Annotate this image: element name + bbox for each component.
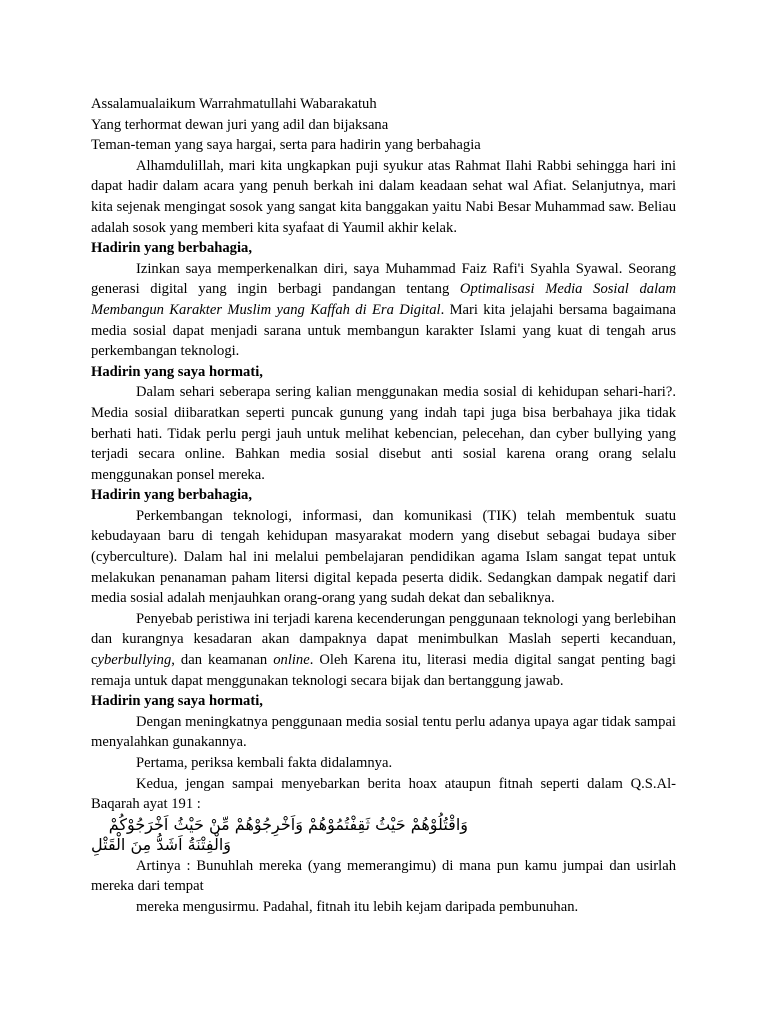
greeting-line-3: Teman-teman yang saya hargai, serta para hadirin yang berbahagia bbox=[91, 137, 481, 154]
paragraph-text: . Oleh Karena itu, literasi media digital sangat penting bagi remaja untuk dapat menggunakan teknologi secara bijak dan bertanggung jawab. bbox=[91, 652, 676, 689]
greeting-line-2: Yang terhormat dewan juri yang adil dan bijaksana bbox=[91, 116, 389, 133]
arabic-verse-line-1: وَاقْتُلُوْهُمْ حَيْثُ ثَقِفْتُمُوْهُمْ وَاَخْرِجُوْهُمْ مِّنْ حَيْثُ اَخْرَجُوْكُمْ bbox=[108, 814, 468, 834]
paragraph-text: . Mari kita jelajahi bersama bagaimana media sosial dapat menjadi sarana untuk membangun karakter Islami yang kuat di tengah arus perkembangan teknologi. bbox=[91, 301, 676, 360]
paragraph-text: Izinkan saya memperkenalkan diri, saya Muhammad Faiz Rafi'i Syahla Syawal. Seorang generasi digital yang ingin berbagi pandangan tentang bbox=[91, 260, 676, 298]
section-heading: Hadirin yang berbahagia, bbox=[91, 240, 252, 257]
section-heading: Hadirin yang saya hormati, bbox=[91, 363, 263, 380]
paragraph-translation-continued: mereka mengusirmu. Padahal, fitnah itu lebih kejam daripada pembunuhan. bbox=[136, 898, 579, 915]
paragraph-efforts: Dengan meningkatnya penggunaan media sosial tentu perlu adanya upaya agar tidak sampai menyalahkan gunakannya. bbox=[91, 713, 676, 751]
paragraph-causes bbox=[91, 609, 676, 691]
paragraph-text: Penyebab peristiwa ini terjadi karena kecenderungan penggunaan teknologi yang berlebihan dan kurangnya kesadaran akan dampaknya dapat menimbulkan Maslah seperti kecanduan, c bbox=[91, 610, 676, 669]
paragraph-introduction bbox=[91, 259, 676, 362]
speech-topic-title: Optimalisasi Media Sosial dalam Membangun Karakter Muslim yang Kaffah di Era Digital bbox=[91, 281, 676, 318]
quran-verse bbox=[91, 815, 676, 856]
italic-term: yberbullying bbox=[97, 652, 172, 669]
arabic-verse-line-2: وَالْفِتْنَةُ اَشَدُّ مِنَ الْقَتْلِ bbox=[91, 835, 231, 855]
section-heading: Hadirin yang saya hormati, bbox=[91, 693, 263, 710]
paragraph-opening: Alhamdulillah, mari kita ungkapkan puji syukur atas Rahmat Ilahi Rabbi sehingga hari ini dapat hadir dalam acara yang penuh berkah ini dalam keadaan sehat wal Afiat. Selanjutnya, mari kita sejenak mengingat sosok yang sangat kita banggakan yaitu Nabi Besar Muhammad saw. Beliau adalah sosok yang memberi kita syafaat di Yaumil akhir kelak. bbox=[91, 157, 676, 236]
paragraph-social-media-usage: Dalam sehari seberapa sering kalian menggunakan media sosial di kehidupan sehari-hari?. Media sosial diibaratkan seperti puncak gunung yang indah tapi juga bisa berbahaya jika tidak berhati hati. Tidak perlu pergi jauh untuk melihat kebencian, pelecehan, dan cyber bullying yang terjadi secara online. Bahkan media sosial disebut anti sosial karena orang orang selalu menggunakan ponsel mereka. bbox=[91, 384, 676, 483]
paragraph-text: , dan keamanan bbox=[171, 652, 274, 669]
paragraph-tik: Perkembangan teknologi, informasi, dan komunikasi (TIK) telah membentuk suatu kebudayaan baru di tengah kehidupan masyarakat modern yang disebut sebagai budaya siber (cyberculture). Dalam hal ini melalui pembelajaran pendidikan agama Islam sangat tepat untuk melakukan penanaman paham litersi digital kepada peserta didik. Sedangkan dampak negatif dari media sosial adalah menjauhkan orang-orang yang sudah dekat dan sebaliknya. bbox=[91, 507, 676, 607]
paragraph-first-point: Pertama, periksa kembali fakta didalamnya. bbox=[136, 755, 393, 771]
paragraph-second-point: Kedua, jengan sampai menyebarkan berita hoax ataupun fitnah seperti dalam Q.S.Al-Baqarah ayat 191 : bbox=[91, 775, 676, 813]
greeting-line-1: Assalamualaikum Warrahmatullahi Wabarakatuh bbox=[91, 96, 377, 112]
paragraph-translation: Artinya : Bunuhlah mereka (yang memerangimu) di mana pun kamu jumpai dan usirlah mereka dari tempat bbox=[91, 857, 676, 895]
section-heading: Hadirin yang berbahagia, bbox=[91, 487, 252, 504]
italic-term: online bbox=[273, 652, 310, 669]
